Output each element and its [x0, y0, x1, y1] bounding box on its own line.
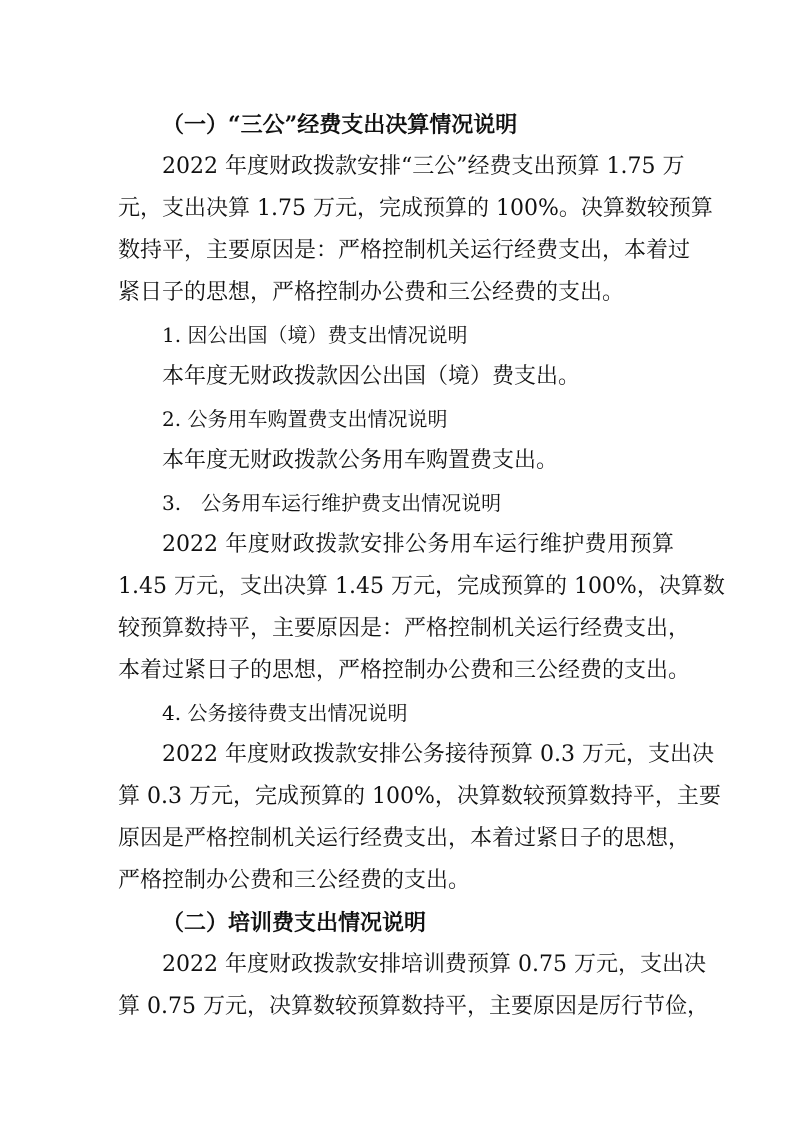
- subheading-vehicle-maintenance: 3. 公务用车运行维护费支出情况说明: [162, 491, 502, 515]
- paragraph-line: 算 0.75 万元，决算数较预算数持平，主要原因是厉行节俭，: [118, 994, 709, 1019]
- paragraph-line: 2022 年度财政拨款安排培训费预算 0.75 万元，支出决: [162, 952, 706, 977]
- paragraph-line: 元，支出决算 1.75 万元，完成预算的 100%。决算数较预算: [118, 196, 713, 221]
- paragraph-line: 严格控制办公费和三公经费的支出。: [118, 868, 471, 893]
- paragraph-line: 紧日子的思想，严格控制办公费和三公经费的支出。: [118, 280, 625, 305]
- subheading-official-reception: 4. 公务接待费支出情况说明: [162, 701, 408, 725]
- subheading-vehicle-purchase: 2. 公务用车购置费支出情况说明: [162, 407, 448, 431]
- paragraph-line: 1.45 万元，支出决算 1.45 万元，完成预算的 100%，决算数: [118, 574, 725, 599]
- subheading-overseas-travel: 1. 因公出国（境）费支出情况说明: [162, 323, 468, 347]
- section-heading-training-expenses: （二）培训费支出情况说明: [162, 910, 427, 936]
- paragraph-line: 2022 年度财政拨款安排公务接待预算 0.3 万元，支出决: [162, 742, 714, 767]
- paragraph-line: 2022 年度财政拨款安排“三公”经费支出预算 1.75 万: [162, 154, 685, 179]
- paragraph-line: 数持平，主要原因是：严格控制机关运行经费支出，本着过: [118, 238, 691, 263]
- paragraph-line: 本着过紧日子的思想，严格控制办公费和三公经费的支出。: [118, 658, 691, 683]
- paragraph-line: 原因是严格控制机关运行经费支出，本着过紧日子的思想，: [118, 826, 691, 851]
- paragraph-line: 2022 年度财政拨款安排公务用车运行维护费用预算: [162, 532, 674, 557]
- paragraph-line: 较预算数持平，主要原因是：严格控制机关运行经费支出，: [118, 616, 691, 641]
- paragraph-line: 本年度无财政拨款公务用车购置费支出。: [162, 448, 559, 473]
- paragraph-line: 算 0.3 万元，完成预算的 100%，决算数较预算数持平，主要: [118, 784, 721, 809]
- paragraph-line: 本年度无财政拨款因公出国（境）费支出。: [162, 364, 581, 389]
- section-heading-three-public-expenses: （一）“三公”经费支出决算情况说明: [162, 112, 518, 138]
